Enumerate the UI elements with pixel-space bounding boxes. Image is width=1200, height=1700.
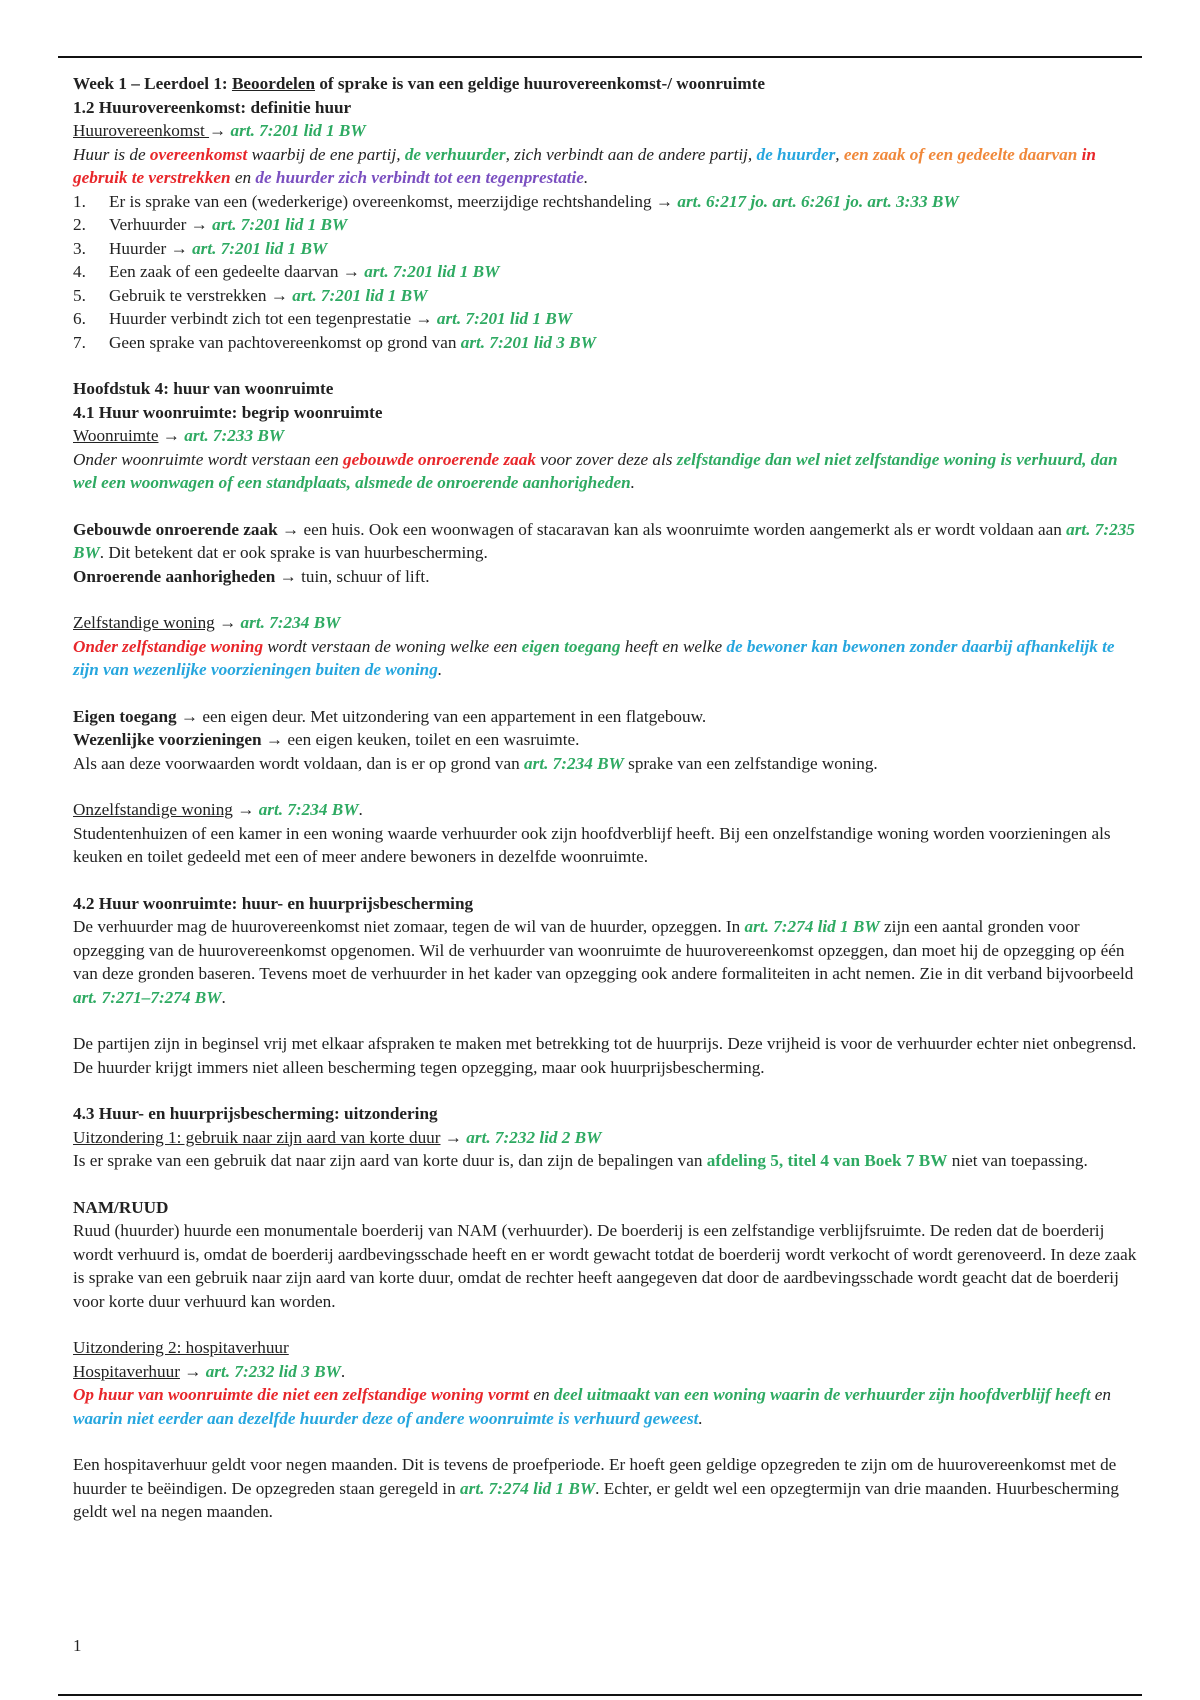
term-onzelfstandige-woning: Onzelfstandige woning → art. 7:234 BW. bbox=[73, 800, 363, 819]
onzelfstandige-woning-text: Studentenhuizen of een kamer in een woning waarde verhuurder ook zijn hoofdverblijf heeft. Bij een onzelfstandige woning worden voorzieningen als keuken en toilet gedeeld met een of meer andere bewoners in dezelfde woonruimte. bbox=[73, 823, 1111, 866]
week-heading: Week 1 – Leerdoel 1: Beoordelen of sprake is van een geldige huurovereenkomst-/ woonruimte bbox=[73, 74, 766, 93]
bottom-rule bbox=[58, 1694, 1142, 1696]
document-page bbox=[73, 72, 1143, 1524]
term-huurovereenkomst: Huurovereenkomst → art. 7:201 lid 1 BW bbox=[73, 121, 366, 140]
chapter-4-heading: Hoofdstuk 4: huur van woonruimte bbox=[73, 379, 334, 398]
section-4-2-paragraph-1: De verhuurder mag de huurovereenkomst niet zomaar, tegen de wil van de huurder, opzeggen. In art. 7:274 lid 1 BW zijn een aantal gronden voor opzegging van de huurovereenkomst opgenomen. Wil de verhuurder van woonruimte de huurovereenkomst opzeggen, dan moet hij de opzegging op één van deze gronden baseren. Tevens moet de verhuurder in het kader van opzegging ook andere formaliteiten in acht nemen. Zie in dit verband bijvoorbeeld art. 7:271–7:274 BW. bbox=[73, 917, 1134, 1007]
definition-zelfstandige-woning: Onder zelfstandige woning wordt verstaan de woning welke een eigen toegang heeft en welke de bewoner kan bewonen zonder daarbij afhankelijk te zijn van wezenlijke voorzieningen buiten de woning. bbox=[73, 636, 1115, 679]
definition-woonruimte: Onder woonruimte wordt verstaan een gebouwde onroerende zaak voor zover deze als zelfstandige dan wel niet zelfstandige woning is verhuurd, dan wel een woonwagen of een standplaats, alsmede de onroerende aanhorigheden. bbox=[73, 449, 1118, 492]
list-item: 3. Huurder → art. 7:201 lid 1 BW bbox=[73, 238, 328, 258]
list-item: 6. Huurder verbindt zich tot een tegenprestatie → art. 7:201 lid 1 BW bbox=[73, 309, 572, 328]
list-item: 7. Geen sprake van pachtovereenkomst op grond van art. 7:201 lid 3 BW bbox=[73, 332, 596, 352]
list-item: 1. Er is sprake van een (wederkerige) overeenkomst, meerzijdige rechtshandeling → art. 6:217 jo. art. 6:261 jo. art. 3:33 BW bbox=[73, 191, 959, 211]
term-uitzondering-2: Uitzondering 2: hospitaverhuur bbox=[73, 1338, 289, 1357]
wezenlijke-voorzieningen: Wezenlijke voorzieningen → een eigen keuken, toilet en een wasruimte. bbox=[73, 730, 580, 749]
gebouwde-onroerende-zaak: Gebouwde onroerende zaak → een huis. Ook een woonwagen of stacaravan kan als woonruimte worden aangemerkt als er wordt voldaan aan art. 7:235 BW. Dit betekent dat er ook sprake is van huurbescherming. bbox=[73, 519, 1135, 562]
section-4-3-heading: 4.3 Huur- en huurprijsbescherming: uitzondering bbox=[73, 1104, 438, 1123]
nam-ruud-heading: NAM/RUUD bbox=[73, 1197, 169, 1217]
eigen-toegang: Eigen toegang → een eigen deur. Met uitzondering van een appartement in een flatgebouw. bbox=[73, 706, 707, 726]
term-woonruimte: Woonruimte → art. 7:233 BW bbox=[73, 426, 285, 445]
section-4-1-heading: 4.1 Huur woonruimte: begrip woonruimte bbox=[73, 402, 383, 422]
definition-hospitaverhuur: Op huur van woonruimte die niet een zelfstandige woning vormt en deel uitmaakt van een woning waarin de verhuurder zijn hoofdverblijf heeft en waarin niet eerder aan dezelfde huurder deze of andere woonruimte is verhuurd geweest. bbox=[73, 1385, 1112, 1428]
section-1-2-heading: 1.2 Huurovereenkomst: definitie huur bbox=[73, 97, 352, 117]
hospitaverhuur-text: Een hospitaverhuur geldt voor negen maanden. Dit is tevens de proefperiode. Er hoeft geen geldige opzegreden te zijn om de huurovereenkomst met de huurder te beëindigen. De opzegreden staan geregeld in art. 7:274 lid 1 BW. Echter, er geldt wel een opzegtermijn van drie maanden. Huurbescherming geldt wel na negen maanden. bbox=[73, 1455, 1119, 1521]
term-hospitaverhuur: Hospitaverhuur → art. 7:232 lid 3 BW. bbox=[73, 1361, 346, 1381]
list-item: 5. Gebruik te verstrekken → art. 7:201 lid 1 BW bbox=[73, 285, 428, 305]
term-uitzondering-1: Uitzondering 1: gebruik naar zijn aard van korte duur → art. 7:232 lid 2 BW bbox=[73, 1127, 602, 1147]
section-4-2-paragraph-2: De partijen zijn in beginsel vrij met elkaar afspraken te maken met betrekking tot de huurprijs. Deze vrijheid is voor de verhuurder echter niet onbegrensd. De huurder krijgt immers niet alleen bescherming tegen opzegging, maar ook huurprijsbescherming. bbox=[73, 1034, 1137, 1077]
list-item: 2. Verhuurder → art. 7:201 lid 1 BW bbox=[73, 215, 348, 234]
nam-ruud-text: Ruud (huurder) huurde een monumentale boerderij van NAM (verhuurder). De boerderij is een zelfstandige verblijfsruimte. De reden dat de boerderij wordt verhuurd is, omdat de boerderij aardbevingsschade heeft en er wordt gewacht totdat de boerderij wordt verkocht of wordt gerenoveerd. In deze zaak is sprake van een gebruik naar zijn aard van korte duur, omdat de rechter heeft aangegeven dat door de aardbevingsschade wordt geacht dat de boerderij voor korte duur verhuurd kan worden. bbox=[73, 1221, 1137, 1311]
list-item: 4. Een zaak of een gedeelte daarvan → art. 7:201 lid 1 BW bbox=[73, 262, 500, 281]
definition-huur: Huur is de overeenkomst waarbij de ene partij, de verhuurder, zich verbindt aan de andere partij, de huurder, een zaak of een gedeelte daarvan in gebruik te verstrekken en de huurder zich verbindt tot een tegenprestatie. bbox=[73, 144, 1096, 187]
section-4-2-heading: 4.2 Huur woonruimte: huur- en huurprijsbescherming bbox=[73, 893, 474, 913]
uitzondering-1-text: Is er sprake van een gebruik dat naar zijn aard van korte duur is, dan zijn de bepalingen van afdeling 5, titel 4 van Boek 7 BW niet van toepassing. bbox=[73, 1151, 1088, 1170]
requirements-list bbox=[73, 190, 1143, 355]
voorwaarden-text: Als aan deze voorwaarden wordt voldaan, dan is er op grond van art. 7:234 BW sprake van een zelfstandige woning. bbox=[73, 753, 878, 773]
onroerende-aanhorigheden: Onroerende aanhorigheden → tuin, schuur of lift. bbox=[73, 566, 430, 586]
top-rule bbox=[58, 56, 1142, 58]
page-number: 1 bbox=[73, 1636, 82, 1655]
term-zelfstandige-woning: Zelfstandige woning → art. 7:234 BW bbox=[73, 613, 341, 632]
